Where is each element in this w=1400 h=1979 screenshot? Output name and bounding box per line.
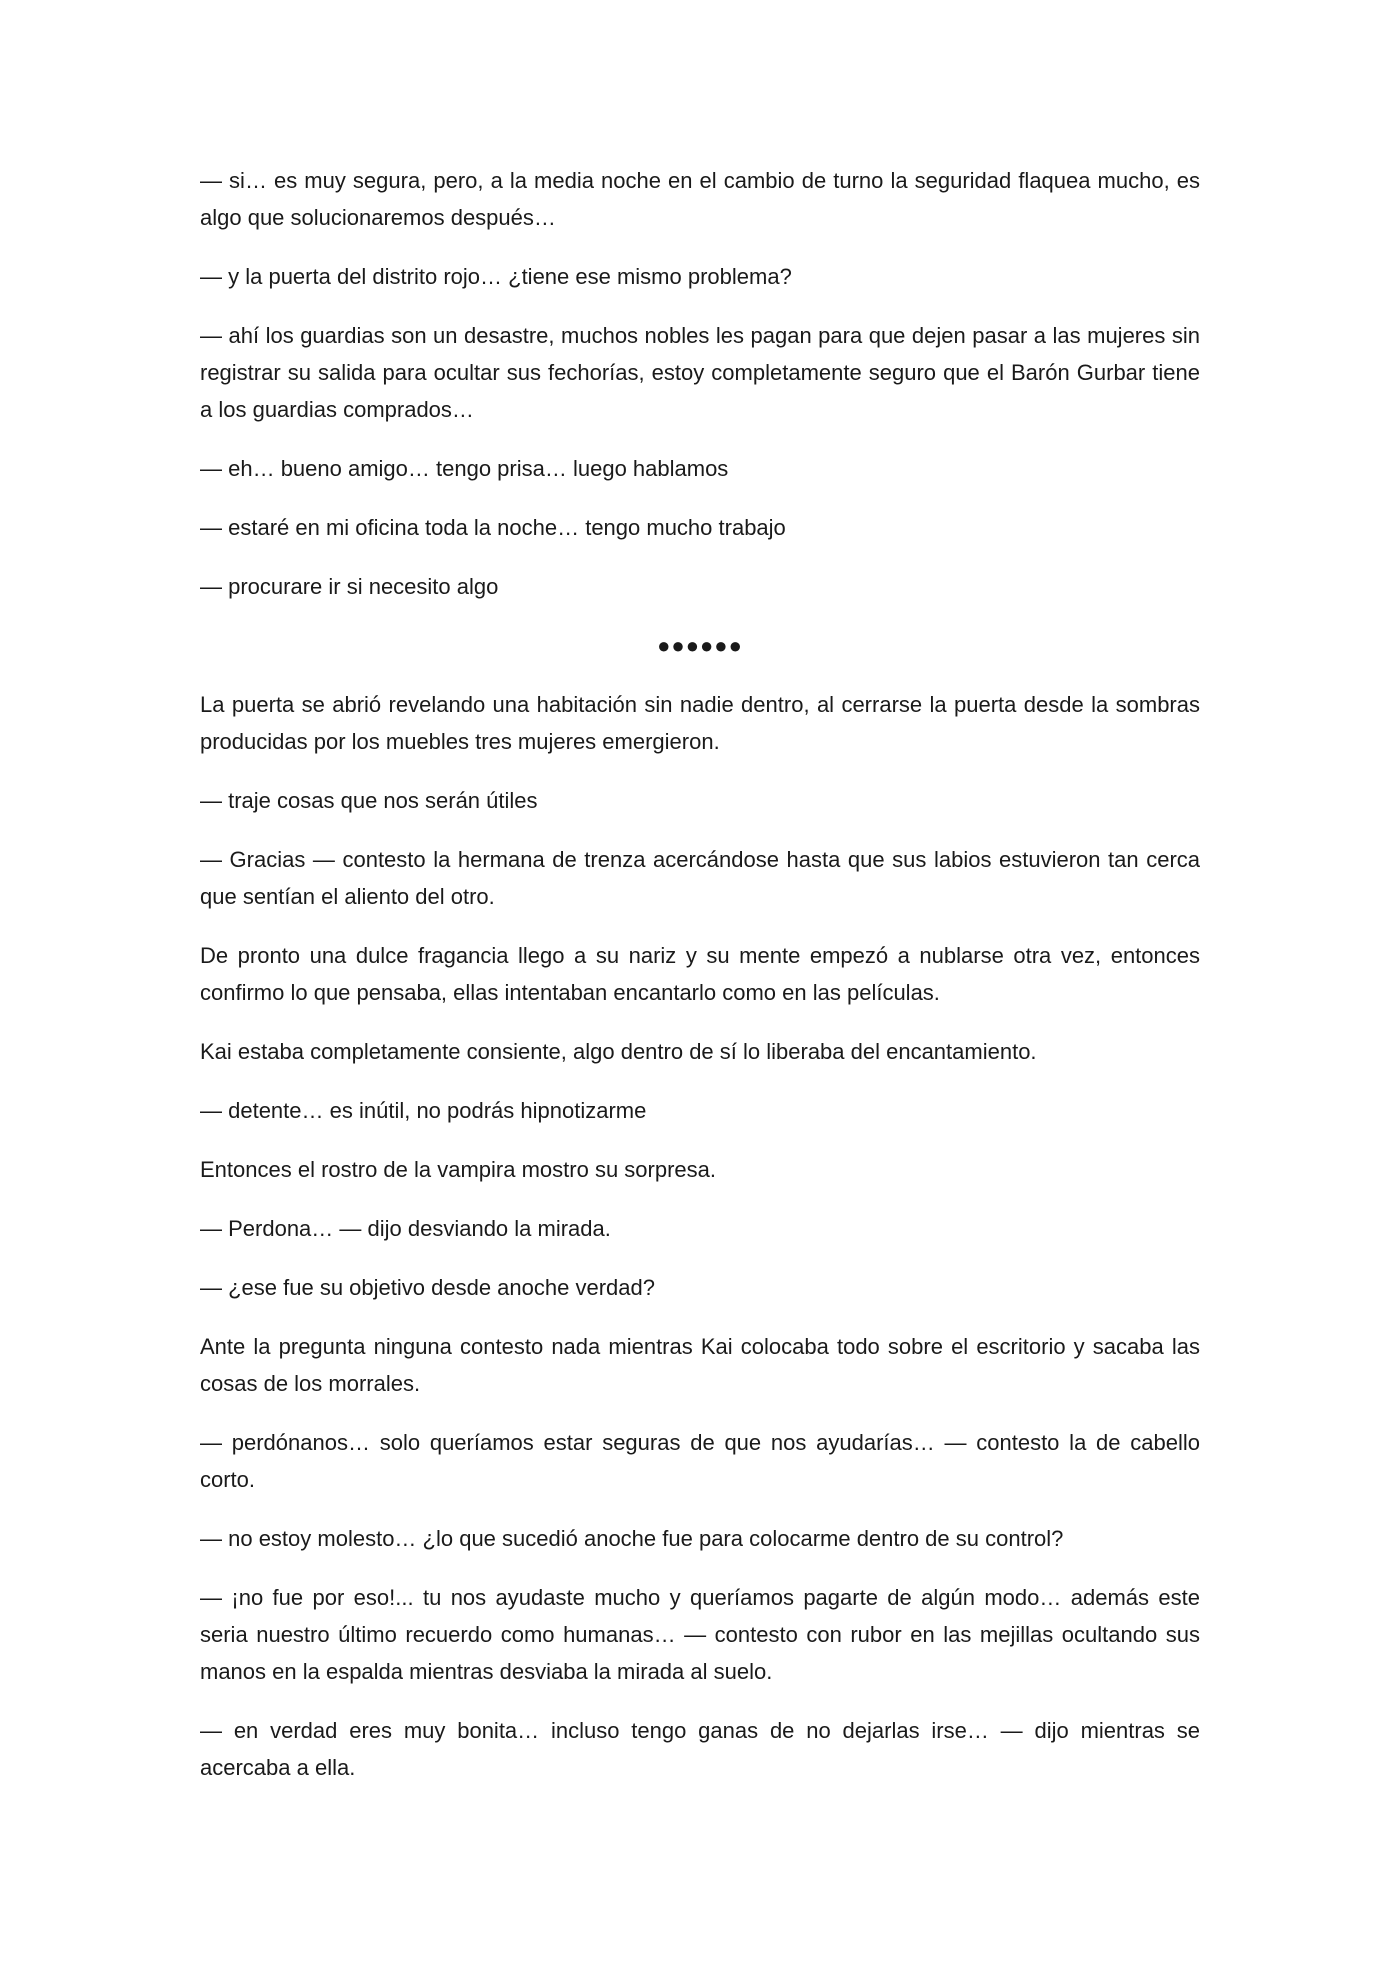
paragraph: — detente… es inútil, no podrás hipnotizarme <box>200 1098 647 1123</box>
paragraph: — Gracias — contesto la hermana de trenza acercándose hasta que sus labios estuvieron tan cerca que sentían el aliento del otro. <box>200 847 1200 909</box>
paragraph: Kai estaba completamente consiente, algo dentro de sí lo liberaba del encantamiento. <box>200 1039 1037 1064</box>
section-separator: ●●●●●● <box>657 633 743 658</box>
paragraph: De pronto una dulce fragancia llego a su nariz y su mente empezó a nublarse otra vez, entonces confirmo lo que pensaba, ellas intentaban encantarlo como en las películas. <box>200 943 1200 1005</box>
paragraph: — si… es muy segura, pero, a la media noche en el cambio de turno la seguridad flaquea mucho, es algo que solucionaremos después… <box>200 168 1200 230</box>
document-page <box>200 162 1200 1808</box>
paragraph: — en verdad eres muy bonita… incluso tengo ganas de no dejarlas irse… — dijo mientras se acercaba a ella. <box>200 1718 1200 1780</box>
paragraph: — estaré en mi oficina toda la noche… tengo mucho trabajo <box>200 515 786 540</box>
paragraph: — ahí los guardias son un desastre, muchos nobles les pagan para que dejen pasar a las mujeres sin registrar su salida para ocultar sus fechorías, estoy completamente seguro que el Barón Gurbar tiene a los guardias comprados… <box>200 323 1200 422</box>
paragraph: — perdónanos… solo queríamos estar seguras de que nos ayudarías… — contesto la de cabello corto. <box>200 1430 1200 1492</box>
paragraph: — y la puerta del distrito rojo… ¿tiene ese mismo problema? <box>200 264 792 289</box>
paragraph: — ¿ese fue su objetivo desde anoche verdad? <box>200 1275 655 1300</box>
paragraph: — ¡no fue por eso!... tu nos ayudaste mucho y queríamos pagarte de algún modo… además este seria nuestro último recuerdo como humanas… — contesto con rubor en las mejillas ocultando sus manos en la espalda mientras desviaba la mirada al suelo. <box>200 1585 1200 1684</box>
paragraph: Ante la pregunta ninguna contesto nada mientras Kai colocaba todo sobre el escritorio y sacaba las cosas de los morrales. <box>200 1334 1200 1396</box>
paragraph: Entonces el rostro de la vampira mostro su sorpresa. <box>200 1157 717 1182</box>
paragraph: La puerta se abrió revelando una habitación sin nadie dentro, al cerrarse la puerta desde la sombras producidas por los muebles tres mujeres emergieron. <box>200 692 1200 754</box>
paragraph: — no estoy molesto… ¿lo que sucedió anoche fue para colocarme dentro de su control? <box>200 1526 1064 1551</box>
paragraph: — Perdona… — dijo desviando la mirada. <box>200 1216 611 1241</box>
paragraph: — traje cosas que nos serán útiles <box>200 788 538 813</box>
paragraph: — procurare ir si necesito algo <box>200 574 499 599</box>
paragraph: — eh… bueno amigo… tengo prisa… luego hablamos <box>200 456 729 481</box>
